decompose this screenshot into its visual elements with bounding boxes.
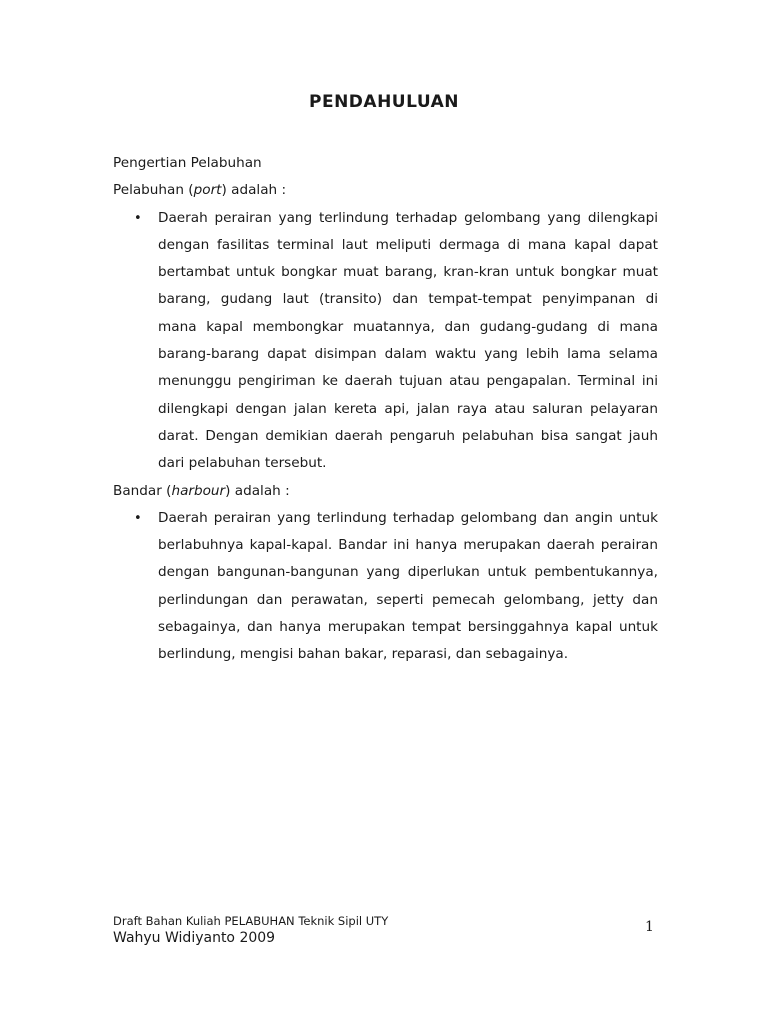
bullet-icon: • — [134, 510, 142, 526]
footer — [113, 913, 388, 947]
bullet-icon: • — [134, 210, 142, 226]
port-bullet-text: Daerah perairan yang terlindung terhadap gelombang yang dilengkapi dengan fasilitas terminal laut meliputi dermaga di mana kapal dapat bertambat untuk bongkar muat barang, kran-kran untuk bongkar muat barang, gudang laut (transito) dan tempat-tempat penyimpanan di mana kapal membongkar muatannya, dan gudang-gudang di mana barang-barang dapat disimpan dalam waktu yang lebih lama selama menunggu pengiriman ke daerah tujuan atau pengapalan. Terminal ini dilengkapi dengan jalan kereta api, jalan raya atau saluran pelayaran darat. Dengan demikian daerah pengaruh pelabuhan bisa sangat jauh dari pelabuhan tersebut. — [158, 209, 658, 472]
footer-course: Draft Bahan Kuliah PELABUHAN Teknik Sipil UTY — [113, 914, 389, 928]
port-term: port — [193, 182, 222, 199]
footer-author: Wahyu Widiyanto 2009 — [113, 930, 276, 946]
port-definition-intro — [113, 177, 658, 204]
port-suffix: ) adalah : — [221, 182, 287, 199]
document-body — [113, 150, 658, 669]
page-title: PENDAHULUAN — [309, 92, 459, 112]
harbour-suffix: ) adalah : — [225, 482, 290, 499]
port-prefix: Pelabuhan ( — [113, 182, 194, 199]
harbour-bullet-text: Daerah perairan yang terlindung terhadap gelombang dan angin untuk berlabuhnya kapal-kapal. Bandar ini hanya merupakan daerah perairan dengan bangunan-bangunan yang diperlukan untuk pembentukannya, perlindungan dan perawatan, seperti pemecah gelombang, jetty dan sebagainya, dan hanya merupakan tempat bersinggahnya kapal untuk berlindung, mengisi bahan bakar, reparasi, dan sebagainya. — [158, 509, 658, 663]
harbour-prefix: Bandar ( — [113, 482, 172, 499]
section-heading: Pengertian Pelabuhan — [113, 155, 262, 171]
page-number: 1 — [645, 919, 654, 935]
harbour-term: harbour — [171, 482, 226, 499]
harbour-bullet-item — [113, 505, 658, 669]
harbour-definition-intro — [113, 478, 658, 505]
port-bullet-item — [113, 205, 658, 478]
